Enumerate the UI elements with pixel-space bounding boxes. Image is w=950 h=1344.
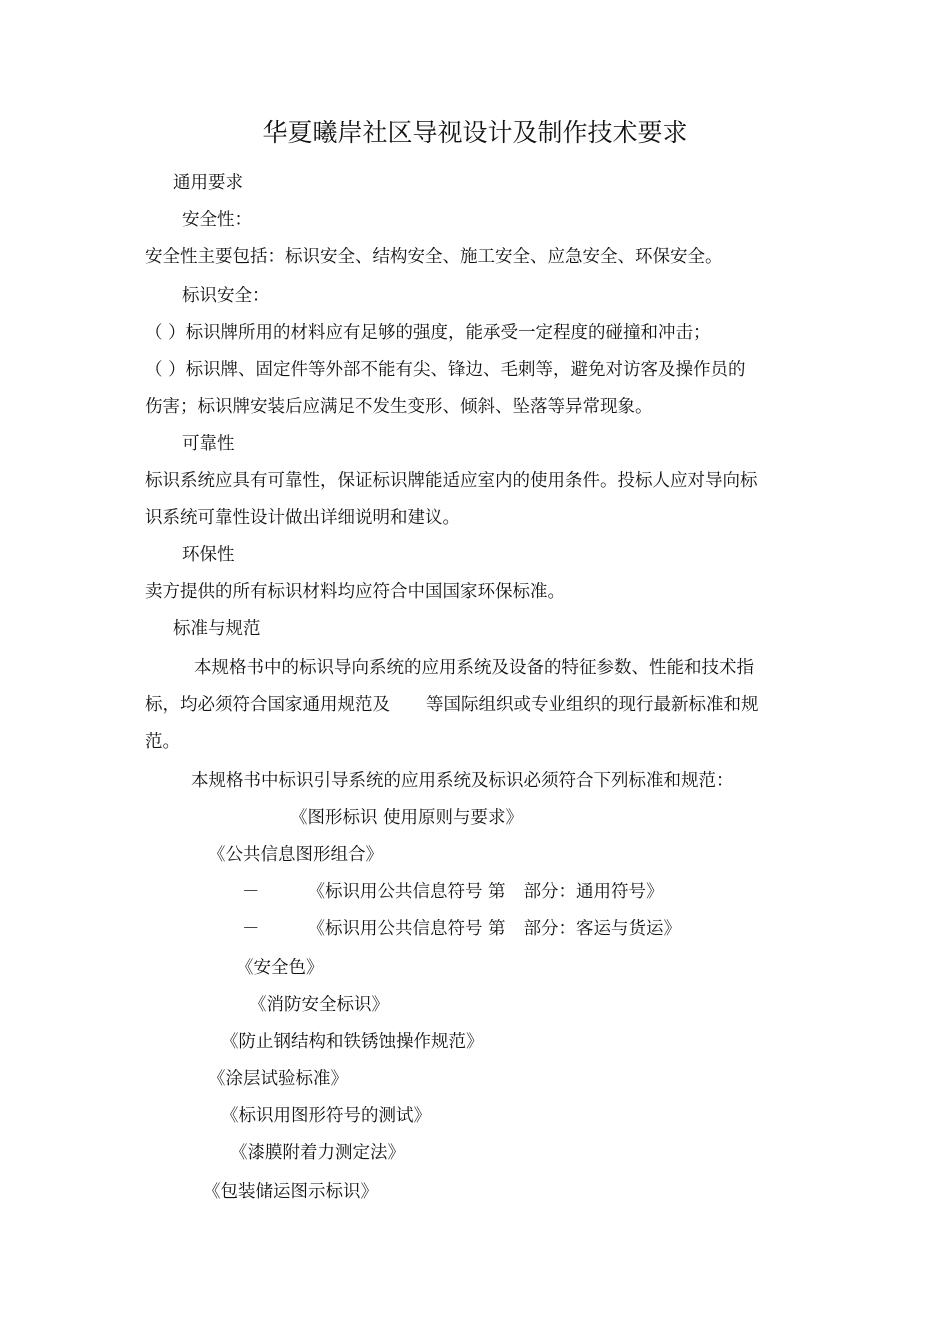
standard-item-4-part-a: 《标识用公共信息符号 第 <box>307 919 506 939</box>
standard-item-10: 《漆膜附着力测定法》 <box>230 1143 405 1163</box>
section-heading-eco: 环保性 <box>182 545 235 565</box>
standard-item-6: 《消防安全标识》 <box>249 995 389 1015</box>
paragraph-reliability-line-2: 识系统可靠性设计做出详细说明和建议。 <box>145 508 460 528</box>
standard-item-3-dash: － <box>242 882 260 902</box>
standard-item-5: 《安全色》 <box>236 958 324 978</box>
standard-item-4-part-b: 部分：客运与货运》 <box>523 919 682 939</box>
paragraph-standards-line-2-part-b: 等国际组织或专业组织的现行最新标准和规 <box>426 695 759 715</box>
document-title: 华夏曦岸社区导视设计及制作技术要求 <box>262 118 688 147</box>
paragraph-eco: 卖方提供的所有标识材料均应符合中国国家环保标准。 <box>145 582 565 602</box>
paragraph-safety-summary: 安全性主要包括：标识安全、结构安全、施工安全、应急安全、环保安全。 <box>145 247 723 267</box>
standard-item-11: 《包装储运图示标识》 <box>203 1182 378 1202</box>
standard-item-9: 《标识用图形符号的测试》 <box>221 1106 431 1126</box>
paragraph-standards-line-1: 本规格书中的标识导向系统的应用系统及设备的特征参数、性能和技术指 <box>194 658 754 678</box>
paragraph-standards-line-2 <box>145 692 759 718</box>
section-heading-sign-safety: 标识安全： <box>182 286 270 306</box>
section-heading-general: 通用要求 <box>173 173 243 193</box>
paragraph-standards-line-3: 范。 <box>145 732 180 752</box>
list-item-1: （ ）标识牌所用的材料应有足够的强度，能承受一定程度的碰撞和冲击； <box>145 323 711 343</box>
standard-item-3 <box>242 879 664 905</box>
section-heading-safety: 安全性： <box>182 210 252 230</box>
standard-item-3-part-a: 《标识用公共信息符号 第 <box>307 882 506 902</box>
list-item-2-line-2: 伤害；标识牌安装后应满足不发生变形、倾斜、坠落等异常现象。 <box>145 397 653 417</box>
standard-item-1: 《图形标识 使用原则与要求》 <box>290 808 524 828</box>
standard-item-3-part-b: 部分：通用符号》 <box>523 882 664 902</box>
standard-item-2: 《公共信息图形组合》 <box>208 845 383 865</box>
standard-item-4-dash: － <box>242 919 260 939</box>
paragraph-standards-intro: 本规格书中标识引导系统的应用系统及标识必须符合下列标准和规范： <box>191 771 734 791</box>
section-heading-reliability: 可靠性 <box>182 434 235 454</box>
standard-item-7: 《防止钢结构和铁锈蚀操作规范》 <box>221 1032 484 1052</box>
standard-item-4 <box>242 916 681 942</box>
paragraph-reliability-line-1: 标识系统应具有可靠性，保证标识牌能适应室内的使用条件。投标人应对导向标 <box>145 471 758 491</box>
list-item-2-line-1: （ ）标识牌、固定件等外部不能有尖、锋边、毛刺等，避免对访客及操作员的 <box>145 360 746 380</box>
paragraph-standards-line-2-part-a: 标，均必须符合国家通用规范及 <box>145 695 390 715</box>
section-heading-standards: 标准与规范 <box>173 619 261 639</box>
standard-item-8: 《涂层试验标准》 <box>208 1069 348 1089</box>
